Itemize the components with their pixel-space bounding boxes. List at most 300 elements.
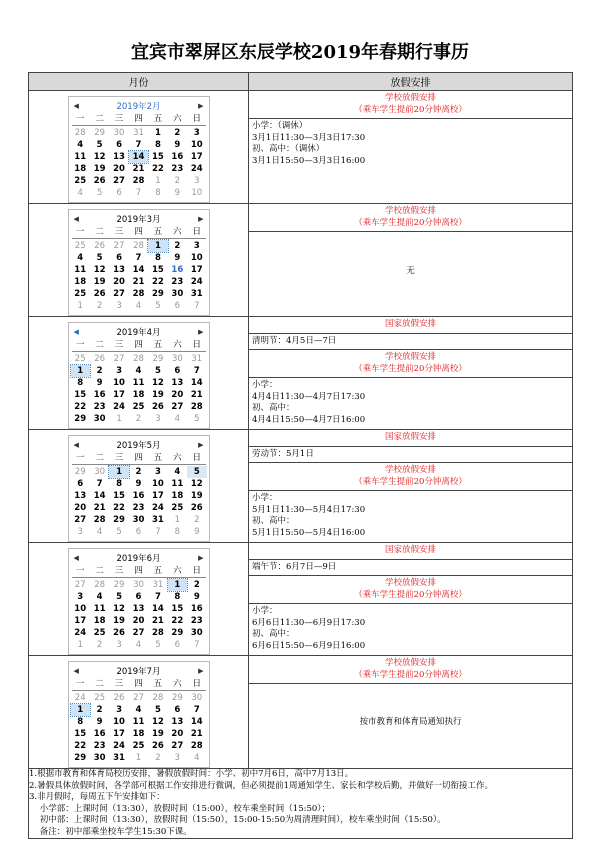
calendar-day[interactable]: 4: [96, 592, 103, 602]
calendar-day[interactable]: 29: [113, 515, 125, 525]
calendar-day[interactable]: 10: [113, 717, 125, 727]
weekday-label: 四: [134, 453, 143, 463]
prev-month-icon[interactable]: ◀: [73, 554, 79, 562]
calendar-day[interactable]: 9: [194, 527, 200, 537]
calendar-day[interactable]: 29: [74, 467, 86, 477]
calendar-day[interactable]: 28: [133, 241, 144, 251]
weekday-label: 四: [134, 679, 143, 689]
calendar-day[interactable]: 3: [193, 241, 200, 251]
calendar-day[interactable]: 27: [113, 241, 125, 251]
calendar-day[interactable]: 8: [77, 378, 84, 388]
calendar-table: [28, 72, 573, 839]
calendar-day[interactable]: 14: [190, 378, 203, 388]
calendar-day[interactable]: 21: [93, 503, 106, 513]
calendar-grid: [71, 339, 207, 425]
calendar-day[interactable]: 17: [190, 152, 203, 162]
calendar-day[interactable]: 30: [93, 414, 106, 424]
calendar-day[interactable]: 16: [171, 152, 184, 162]
weekday-label: 四: [134, 114, 143, 124]
calendar-day[interactable]: 4: [77, 140, 84, 150]
calendar-day[interactable]: 6: [135, 592, 142, 602]
calendar-day[interactable]: 2: [96, 301, 103, 311]
calendar-day[interactable]: 28: [152, 693, 164, 703]
calendar-day[interactable]: 7: [193, 705, 200, 715]
calendar-day[interactable]: 9: [96, 378, 103, 388]
calendar-day[interactable]: 4: [174, 414, 181, 424]
calendar-day[interactable]: 7: [96, 479, 103, 489]
holiday-detail-line: 小学：（调休）: [252, 121, 308, 131]
calendar-day[interactable]: 28: [152, 628, 164, 638]
calendar-day[interactable]: 25: [94, 693, 106, 703]
calendar-day[interactable]: 31: [152, 580, 164, 590]
calendar-day[interactable]: 24: [113, 402, 125, 412]
calendar-day[interactable]: 7: [135, 188, 142, 198]
note-line: 3.非月假时，每周五下午安排如下：: [29, 792, 165, 802]
calendar-day[interactable]: 10: [74, 604, 87, 614]
calendar-day[interactable]: 4: [135, 640, 142, 650]
calendar-day[interactable]: 6: [174, 301, 181, 311]
calendar-day[interactable]: 11: [74, 265, 87, 275]
holiday-detail-line: 小学：: [252, 493, 278, 503]
calendar-day[interactable]: 8: [116, 479, 123, 489]
next-month-icon[interactable]: ▶: [198, 441, 204, 449]
calendar-day[interactable]: 21: [190, 729, 203, 739]
calendar-day[interactable]: 14: [190, 717, 203, 727]
weekday-label: 五: [153, 566, 163, 576]
calendar-day[interactable]: 20: [171, 390, 184, 400]
next-month-icon[interactable]: ▶: [198, 215, 204, 223]
calendar-day[interactable]: 26: [152, 402, 164, 412]
calendar-day[interactable]: 12: [152, 378, 164, 388]
calendar-day[interactable]: 12: [93, 265, 106, 275]
calendar-day[interactable]: 17: [113, 390, 125, 400]
calendar-day[interactable]: 8: [154, 253, 161, 263]
calendar-day[interactable]: 20: [74, 503, 87, 513]
calendar-day[interactable]: 13: [132, 604, 145, 614]
calendar-day[interactable]: 2: [96, 705, 103, 715]
calendar-day[interactable]: 10: [113, 378, 125, 388]
calendar-day[interactable]: 2: [174, 241, 181, 251]
calendar-day[interactable]: 28: [93, 515, 106, 525]
calendar-day[interactable]: 30: [171, 354, 183, 364]
calendar-day[interactable]: 17: [152, 491, 164, 501]
calendar-day[interactable]: 17: [113, 729, 125, 739]
calendar-day[interactable]: 13: [113, 265, 125, 275]
calendar-day[interactable]: 31: [113, 753, 125, 763]
calendar-day[interactable]: 8: [154, 140, 161, 150]
calendar-day[interactable]: 11: [93, 604, 106, 614]
calendar-day[interactable]: 1: [77, 640, 83, 650]
calendar-day[interactable]: 5: [116, 527, 122, 537]
holiday-heading-line: （乘车学生提前20分钟离校）: [354, 363, 467, 374]
calendar-day[interactable]: 31: [190, 289, 203, 299]
calendar-day[interactable]: 2: [135, 414, 142, 424]
calendar-day[interactable]: 10: [191, 188, 203, 198]
holiday-detail-line: 端午节：6月7日—9日: [252, 561, 337, 572]
calendar-day[interactable]: 9: [174, 188, 181, 198]
calendar-day[interactable]: 12: [113, 604, 125, 614]
calendar-day[interactable]: 12: [152, 717, 164, 727]
calendar-day[interactable]: 10: [152, 479, 164, 489]
calendar-day[interactable]: 18: [132, 390, 145, 400]
calendar-day[interactable]: 8: [155, 188, 161, 198]
holiday-heading-line: 学校放假安排: [384, 465, 436, 475]
month-calendar: [68, 435, 210, 542]
calendar-day[interactable]: 25: [93, 628, 106, 638]
calendar-day[interactable]: 1: [116, 414, 122, 424]
next-month-icon[interactable]: ▶: [198, 328, 204, 336]
calendar-day[interactable]: 10: [190, 253, 203, 263]
calendar-day[interactable]: 3: [77, 592, 84, 602]
calendar-day[interactable]: 1: [77, 301, 83, 311]
calendar-day[interactable]: 18: [74, 277, 87, 287]
calendar-day[interactable]: 5: [194, 414, 200, 424]
calendar-day[interactable]: 29: [113, 580, 125, 590]
next-month-icon[interactable]: ▶: [198, 102, 204, 110]
prev-month-icon[interactable]: ◀: [73, 102, 79, 110]
calendar-day[interactable]: 2: [135, 467, 142, 477]
calendar-day[interactable]: 28: [132, 176, 145, 186]
calendar-day[interactable]: 3: [116, 705, 123, 715]
calendar-day[interactable]: 5: [154, 366, 161, 376]
weekday-label: 三: [114, 340, 124, 350]
calendar-day[interactable]: 27: [133, 693, 144, 703]
calendar-day[interactable]: 1: [135, 753, 142, 763]
calendar-day[interactable]: 7: [155, 527, 161, 537]
holiday-heading: [249, 91, 572, 119]
calendar-day[interactable]: 20: [113, 277, 125, 287]
weekday-label: 二: [95, 566, 104, 576]
calendar-day[interactable]: 26: [113, 628, 125, 638]
calendar-day[interactable]: 21: [152, 616, 164, 626]
holiday-heading: [249, 350, 572, 378]
calendar-day[interactable]: 2: [194, 515, 200, 525]
prev-month-icon[interactable]: ◀: [73, 328, 79, 336]
calendar-day[interactable]: 26: [94, 241, 106, 251]
calendar-day[interactable]: 20: [113, 164, 125, 174]
calendar-day[interactable]: 2: [174, 128, 181, 138]
calendar-day[interactable]: 19: [113, 616, 125, 626]
calendar-day[interactable]: 30: [113, 128, 125, 138]
calendar-day[interactable]: 29: [171, 628, 184, 638]
calendar-day[interactable]: 29: [94, 128, 106, 138]
calendar-day[interactable]: 2: [193, 580, 200, 590]
calendar-day[interactable]: 4: [135, 705, 142, 715]
calendar-day[interactable]: 22: [74, 402, 87, 412]
calendar-day[interactable]: 28: [74, 128, 86, 138]
calendar-day[interactable]: 4: [194, 753, 200, 763]
calendar-day[interactable]: 17: [74, 616, 87, 626]
calendar-day[interactable]: 6: [174, 640, 181, 650]
weekday-label: 二: [95, 453, 104, 463]
holiday-detail-line: 4月4日11:30—4月7日17:30: [252, 391, 366, 402]
calendar-day[interactable]: 27: [113, 176, 125, 186]
calendar-day[interactable]: 26: [113, 693, 125, 703]
weekday-label: 五: [153, 227, 163, 237]
calendar-day[interactable]: 15: [152, 265, 164, 275]
calendar-day[interactable]: 3: [116, 301, 122, 311]
calendar-day[interactable]: 19: [93, 164, 106, 174]
calendar-day[interactable]: 15: [74, 390, 87, 400]
calendar-grid: [71, 678, 207, 764]
calendar-day[interactable]: 24: [74, 693, 86, 703]
calendar-day[interactable]: 22: [113, 503, 125, 513]
calendar-day[interactable]: 14: [129, 151, 148, 163]
calendar-day[interactable]: 13: [171, 717, 184, 727]
calendar-day[interactable]: 9: [174, 253, 181, 263]
calendar-day[interactable]: 1: [71, 704, 90, 716]
calendar-day[interactable]: 18: [171, 491, 184, 501]
calendar-day[interactable]: 30: [93, 753, 106, 763]
calendar-day[interactable]: 7: [193, 366, 200, 376]
calendar-month-title: 2019年6月: [116, 554, 161, 564]
calendar-day[interactable]: 24: [190, 164, 203, 174]
calendar-day[interactable]: 6: [135, 527, 142, 537]
calendar-day[interactable]: 27: [171, 402, 184, 412]
calendar-day[interactable]: 19: [93, 277, 106, 287]
holiday-detail-line: 6月6日15:50—6月9日16:00: [252, 640, 366, 651]
calendar-day[interactable]: 5: [187, 466, 206, 478]
calendar-day[interactable]: 5: [96, 253, 103, 263]
calendar-day[interactable]: 16: [93, 390, 106, 400]
next-month-icon[interactable]: ▶: [198, 667, 204, 675]
calendar-day[interactable]: 21: [190, 390, 203, 400]
calendar-day[interactable]: 28: [190, 741, 203, 751]
calendar-day[interactable]: 23: [171, 277, 184, 287]
calendar-day[interactable]: 21: [132, 277, 145, 287]
calendar-day[interactable]: 17: [190, 265, 203, 275]
calendar-day[interactable]: 26: [190, 503, 203, 513]
calendar-day[interactable]: 29: [74, 414, 87, 424]
calendar-day[interactable]: 6: [174, 705, 181, 715]
calendar-day[interactable]: 30: [133, 580, 144, 590]
calendar-day[interactable]: 25: [74, 176, 87, 186]
calendar-day[interactable]: 12: [190, 479, 203, 489]
calendar-day[interactable]: 27: [113, 289, 125, 299]
calendar-day[interactable]: 2: [96, 366, 103, 376]
calendar-day[interactable]: 2: [155, 753, 161, 763]
calendar-day[interactable]: 16: [93, 729, 106, 739]
calendar-day[interactable]: 13: [171, 378, 184, 388]
calendar-day[interactable]: 6: [116, 140, 123, 150]
calendar-day[interactable]: 12: [93, 152, 106, 162]
calendar-day[interactable]: 25: [74, 241, 86, 251]
calendar-day[interactable]: 19: [152, 729, 164, 739]
calendar-day[interactable]: 29: [74, 753, 87, 763]
calendar-day[interactable]: 18: [74, 164, 87, 174]
calendar-day[interactable]: 5: [155, 301, 161, 311]
calendar-day[interactable]: 6: [77, 479, 84, 489]
calendar-day[interactable]: 4: [77, 188, 83, 198]
calendar-day[interactable]: 1: [154, 128, 161, 138]
calendar-day[interactable]: 8: [174, 527, 181, 537]
calendar-day[interactable]: 28: [132, 289, 145, 299]
calendar-day[interactable]: 25: [171, 503, 184, 513]
calendar-day[interactable]: 29: [152, 354, 164, 364]
calendar-day[interactable]: 4: [174, 467, 181, 477]
calendar-day[interactable]: 29: [171, 693, 183, 703]
calendar-day[interactable]: 2: [174, 176, 181, 186]
calendar-day[interactable]: 11: [132, 378, 145, 388]
calendar-day[interactable]: 1: [71, 365, 90, 377]
calendar-day[interactable]: 21: [132, 164, 145, 174]
calendar-day[interactable]: 15: [152, 152, 164, 162]
calendar-day[interactable]: 22: [171, 616, 184, 626]
calendar-day[interactable]: 14: [132, 265, 145, 275]
calendar-day[interactable]: 14: [152, 604, 164, 614]
calendar-day[interactable]: 14: [93, 491, 106, 501]
calendar-day[interactable]: 30: [132, 515, 145, 525]
calendar-day[interactable]: 19: [190, 491, 203, 501]
calendar-day[interactable]: 28: [94, 580, 106, 590]
holiday-heading: [249, 463, 572, 491]
calendar-day[interactable]: 13: [113, 152, 125, 162]
calendar-day[interactable]: 4: [77, 253, 84, 263]
calendar-day[interactable]: 22: [152, 277, 164, 287]
calendar-day[interactable]: 23: [93, 402, 106, 412]
calendar-day[interactable]: 26: [152, 741, 164, 751]
weekday-label: 日: [192, 227, 202, 237]
calendar-day[interactable]: 3: [154, 467, 161, 477]
month-calendar: [68, 548, 210, 655]
holiday-heading: [249, 576, 572, 604]
calendar-day[interactable]: 27: [74, 580, 86, 590]
calendar-day[interactable]: 23: [171, 164, 184, 174]
calendar-day[interactable]: 11: [171, 479, 184, 489]
calendar-day[interactable]: 4: [135, 366, 142, 376]
calendar-day[interactable]: 7: [194, 301, 200, 311]
calendar-day[interactable]: 3: [193, 128, 200, 138]
calendar-day[interactable]: 16: [132, 491, 145, 501]
calendar-day[interactable]: 9: [193, 592, 200, 602]
calendar-day[interactable]: 1: [148, 240, 167, 252]
calendar-day[interactable]: 4: [135, 301, 142, 311]
calendar-day[interactable]: 11: [74, 152, 87, 162]
calendar-day[interactable]: 27: [171, 741, 184, 751]
calendar-day[interactable]: 25: [132, 402, 145, 412]
calendar-day[interactable]: 22: [74, 741, 87, 751]
calendar-day[interactable]: 22: [152, 164, 164, 174]
holiday-detail-line: 6月6日11:30—6月9日17:30: [252, 617, 366, 628]
calendar-day[interactable]: 8: [174, 592, 181, 602]
calendar-day[interactable]: 7: [194, 640, 200, 650]
calendar-day[interactable]: 16: [190, 604, 203, 614]
calendar-day[interactable]: 30: [94, 467, 106, 477]
month-row: [29, 317, 573, 430]
calendar-day[interactable]: 10: [190, 140, 203, 150]
calendar-day[interactable]: 26: [93, 176, 106, 186]
calendar-day[interactable]: 6: [116, 253, 123, 263]
calendar-day[interactable]: 7: [154, 592, 161, 602]
calendar-day[interactable]: 25: [74, 289, 87, 299]
calendar-day[interactable]: 15: [113, 491, 125, 501]
calendar-day[interactable]: 30: [190, 628, 203, 638]
calendar-day[interactable]: 3: [155, 414, 161, 424]
calendar-day[interactable]: 4: [96, 527, 103, 537]
calendar-day[interactable]: 19: [152, 390, 164, 400]
calendar-day[interactable]: 24: [152, 503, 164, 513]
calendar-day[interactable]: 23: [132, 503, 145, 513]
prev-month-icon[interactable]: ◀: [73, 441, 79, 449]
calendar-day[interactable]: 7: [135, 140, 142, 150]
calendar-day[interactable]: 16: [171, 265, 184, 275]
calendar-day[interactable]: 31: [133, 128, 144, 138]
calendar-day[interactable]: 27: [74, 515, 87, 525]
prev-month-icon[interactable]: ◀: [73, 215, 79, 223]
calendar-day[interactable]: 1: [174, 515, 181, 525]
calendar-day[interactable]: 23: [93, 741, 106, 751]
prev-month-icon[interactable]: ◀: [73, 667, 79, 675]
calendar-day[interactable]: 1: [168, 579, 187, 591]
calendar-grid: [71, 452, 207, 538]
note-line: 初中部：上课时间（13:30），放假时间（15:50），15:00-15:50为周清理时间），校车乘坐时间（15:50）。: [29, 815, 446, 825]
calendar-day[interactable]: 26: [94, 354, 106, 364]
calendar-day[interactable]: 5: [154, 705, 161, 715]
holiday-heading-line: 国家放假安排: [384, 319, 436, 329]
calendar-day[interactable]: 31: [191, 354, 203, 364]
calendar-day[interactable]: 13: [74, 491, 87, 501]
calendar-day[interactable]: 9: [174, 140, 181, 150]
calendar-day[interactable]: 3: [116, 366, 123, 376]
calendar-day[interactable]: 20: [132, 616, 145, 626]
calendar-day[interactable]: 28: [190, 402, 203, 412]
calendar-day[interactable]: 6: [116, 188, 122, 198]
calendar-day[interactable]: 28: [133, 354, 144, 364]
calendar-day[interactable]: 18: [93, 616, 106, 626]
calendar-day[interactable]: 9: [96, 717, 103, 727]
calendar-day[interactable]: 8: [77, 717, 84, 727]
calendar-day[interactable]: 3: [116, 640, 122, 650]
page-title: 宜宾市翠屏区东辰学校2019年春期行事历: [130, 42, 470, 63]
calendar-day[interactable]: 25: [132, 741, 145, 751]
calendar-day[interactable]: 9: [135, 479, 142, 489]
calendar-day[interactable]: 3: [174, 753, 181, 763]
next-month-icon[interactable]: ▶: [198, 554, 204, 562]
holiday-info-cell: [249, 656, 573, 769]
calendar-day[interactable]: 3: [194, 176, 200, 186]
calendar-day[interactable]: 24: [190, 277, 203, 287]
calendar-day[interactable]: 31: [152, 515, 164, 525]
calendar-day[interactable]: 29: [152, 289, 164, 299]
calendar-day[interactable]: 7: [135, 253, 142, 263]
calendar-day[interactable]: 5: [96, 140, 103, 150]
calendar-day[interactable]: 27: [113, 354, 125, 364]
calendar-day[interactable]: 2: [96, 640, 103, 650]
calendar-day[interactable]: 1: [109, 466, 128, 478]
calendar-day[interactable]: 15: [74, 729, 87, 739]
calendar-day[interactable]: 24: [113, 741, 125, 751]
calendar-day[interactable]: 5: [116, 592, 123, 602]
calendar-day[interactable]: 30: [171, 289, 184, 299]
calendar-day[interactable]: 25: [74, 354, 86, 364]
calendar-day[interactable]: 5: [155, 640, 161, 650]
calendar-day[interactable]: 18: [132, 729, 145, 739]
calendar-day[interactable]: 27: [132, 628, 145, 638]
calendar-day[interactable]: 30: [191, 693, 203, 703]
calendar-day[interactable]: 23: [190, 616, 203, 626]
holiday-detail-line: 小学：: [252, 380, 278, 390]
calendar-day[interactable]: 3: [77, 527, 83, 537]
calendar-day[interactable]: 24: [74, 628, 87, 638]
calendar-day[interactable]: 20: [171, 729, 184, 739]
calendar-day[interactable]: 6: [174, 366, 181, 376]
calendar-day[interactable]: 5: [96, 188, 103, 198]
month-column-header: 月份: [29, 73, 249, 91]
calendar-day[interactable]: 15: [171, 604, 184, 614]
calendar-day[interactable]: 1: [155, 176, 161, 186]
calendar-day[interactable]: 11: [132, 717, 145, 727]
calendar-day[interactable]: 26: [93, 289, 106, 299]
